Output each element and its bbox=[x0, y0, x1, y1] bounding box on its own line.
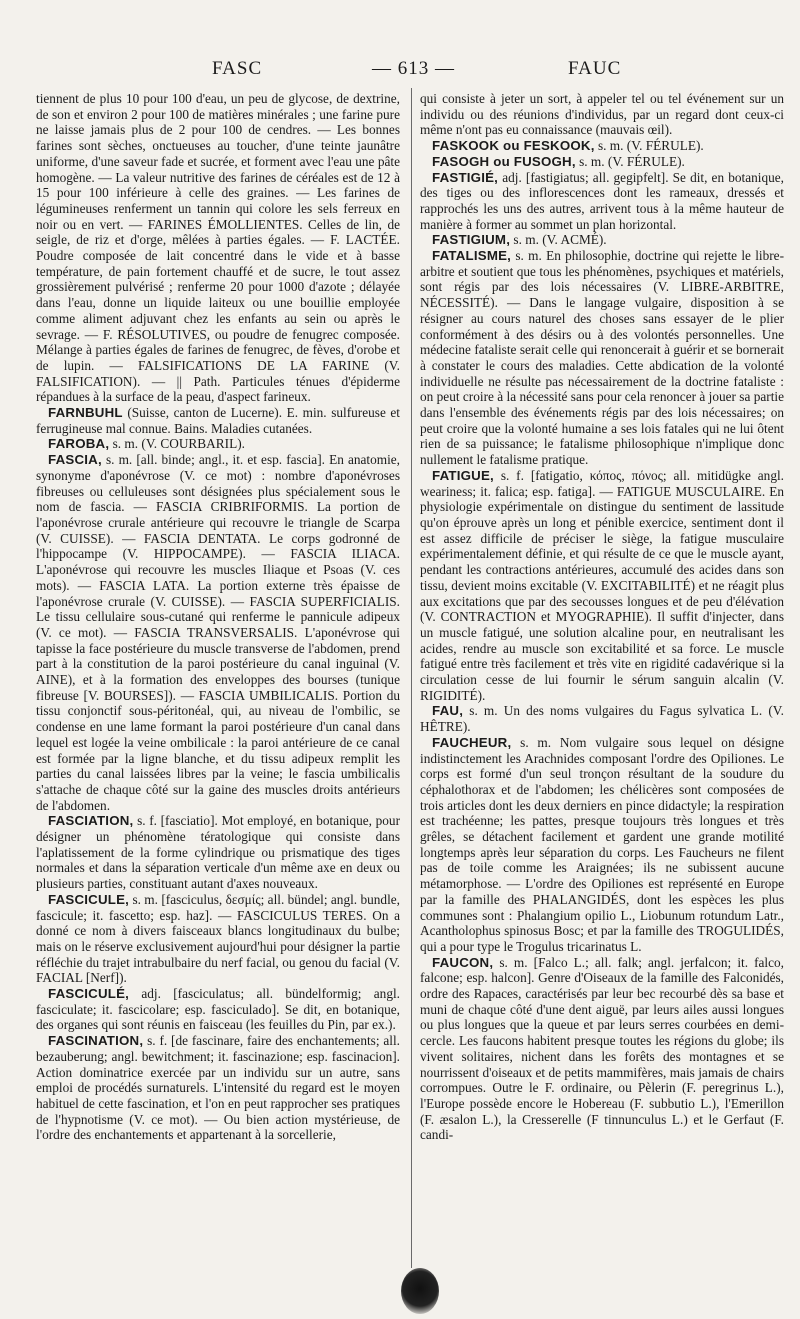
left-column bbox=[36, 91, 400, 1271]
entry-faskook bbox=[420, 138, 784, 154]
headword: FAROBA, bbox=[48, 436, 110, 452]
entry-faucheur bbox=[420, 735, 784, 955]
headword: FATIGUE, bbox=[432, 467, 494, 483]
running-head-right: FAUC bbox=[568, 58, 622, 79]
headword: FARNBUHL bbox=[48, 405, 123, 421]
entry-faucon bbox=[420, 955, 784, 1143]
entry-text: s. m. (V. FÉRULE). bbox=[597, 138, 704, 154]
headword: FAUCHEUR, bbox=[432, 734, 512, 750]
entry-text: s. f. [fasciatio]. Mot employé, en botanique, pour désigner un phénomène tératologique qui consiste dans l'aplatissement de la forme cylindrique ou prismatique des tiges normales et dans la séparation verticale d'un même axe en deux ou plusieurs parties, constituant autant d'axes nouveaux. bbox=[36, 813, 400, 892]
entry-fascination bbox=[36, 1033, 400, 1143]
entry-text: adj. [fastigiatus; all. gegipfelt]. Se dit, en botanique, des tiges ou des inflorescences dont les rameaux, dressés et rapprochés les uns des autres, arrivent tous à la même hauteur de manière à former au sommet un plan horizontal. bbox=[420, 169, 784, 232]
entry-text: s. f. [de fascinare, faire des enchantements; all. bezauberung; angl. bewitchment; it. fascinazione; esp. fascinacion]. Action dominatrice exercée par un individu sur un autre, sans emploi de procédés surnaturels. L'intensité du regard est le moyen habituel de cette fascination, et l'on en peut rapprocher ses pratiques de l'hypnotisme (V. ce mot). — Ou bien action mystérieuse, de l'ordre des enchantements et appartenant à la sorcellerie, bbox=[36, 1033, 400, 1143]
headword: FASKOOK ou FESKOOK, bbox=[432, 138, 595, 154]
column-divider bbox=[411, 88, 412, 1268]
entry-fau bbox=[420, 703, 784, 734]
entry-fascicule bbox=[36, 892, 400, 986]
entry-text: s. m. (V. FÉRULE). bbox=[579, 153, 685, 169]
page-number: — 613 — bbox=[372, 58, 455, 79]
headword: FASTIGIUM, bbox=[432, 232, 511, 248]
entry-continuation bbox=[420, 91, 784, 138]
entry-fasogh bbox=[420, 154, 784, 170]
entry-text: tiennent de plus 10 pour 100 d'eau, un peu de glycose, de dextrine, de son et environ 2 pour 100 de matières minérales ; une farine pure ne laisse jamais plus de 2 pour 100 de cendres. — Les bonnes farines sont sèches, onctueuses au toucher, d'une teinte jaunâtre uniforme, d'une saveur fade et sucrée, et forment avec l'eau une pâte homogène. — La valeur nutritive des farines de céréales est de 12 à 15 pour 100 inférieure à celle des graines. — Les farines de légumineuses renferment un tannin qui colore les sels ferreux en noir ou en vert. — FARINES ÉMOLLIENTES. Celles de lin, de seigle, de riz et d'orge, mêlées à parties égales. — F. LACTÉE. Poudre composée de lait concentré dans le vide et à basse température, de pain fortement chauffé et de sucre, le tout assez grossièrement pulvérisé ; renferme 20 pour 1000 d'azote ; délayée dans l'eau, donne un liquide laiteux ou une bouillie employée comme aliment adjuvant chez les enfants au sein ou après le sevrage. — F. RÉSOLUTIVES, ou poudre de fenugrec composée. Mélange à parties égales de farines de fenugrec, de fèves, d'orobe et de lupin. — FALSIFICATIONS DE LA FARINE (V. FALSIFICATION). — || Path. Particules ténues d'épiderme répandues à la surface de la peau, d'aspect farineux. bbox=[36, 91, 400, 405]
headword: FASCINATION, bbox=[48, 1033, 144, 1049]
entry-fasciculé bbox=[36, 986, 400, 1033]
entry-fastigie bbox=[420, 170, 784, 233]
entry-text: adj. [fasciculatus; all. bündelformig; angl. fasciculate; it. fascicolare; esp. fasciculado]. Se dit, en botanique, des organes qui sont réunis en faisceau (les feuilles du Pin, par ex.). bbox=[36, 986, 400, 1033]
entry-continuation bbox=[36, 91, 400, 405]
entry-text: s. m. (V. ACMÉ). bbox=[513, 232, 607, 248]
ink-blot bbox=[401, 1268, 439, 1314]
entry-text: s. m. En philosophie, doctrine qui rejette le libre-arbitre et soutient que tous les phénomènes, psychiques et matériels, sont régis par des lois nécessaires (V. LIBRE-ARBITRE, NÉCESSITÉ). — Dans le langage vulgaire, disposition à se résigner au cours naturel des choses sans essayer de le plier conformément à des désirs ou à des volontés personnelles. Une médecine fataliste serait celle qui renoncerait à guérir et se bornerait à constater le cours des maladies. Cette abdication de la volonté individuelle ne résulte pas nécessairement de la doctrine fataliste : on peut croire à la nécessité sans pour cela renoncer à jouer sa partie dans l'ensemble des événements régis par des lois nécessaires; on peut croire que la volonté humaine a ses lois fatales qui ne lui ôtent rien de sa puissance; le fatalisme philosophique n'implique donc nullement le fatalisme pratique. bbox=[420, 248, 784, 468]
headword: FASTIGIÉ, bbox=[432, 169, 499, 185]
entry-farnbuhl bbox=[36, 405, 400, 436]
headword: FASCIA, bbox=[48, 452, 102, 468]
entry-text: s. m. [Falco L.; all. falk; angl. jerfalcon; it. falco, falcone; esp. halcon]. Genre d'Oiseaux de la famille des Falconidés, ordre des Rapaces, caractérisés par leur bec recourbé dès sa base et muni de chaque côté d'une dent aiguë, par leurs ailes aussi longues ou plus longues que la queue et par leurs serres courbées en demi-cercle. Les faucons habitent presque toutes les régions du globe; ils vivent solitaires, nichent dans les forêts des montagnes et se nourrissent d'oiseaux et de petits mammifères, mais jamais de chairs corrompues. Outre le F. ordinaire, ou Pèlerin (F. peregrinus L.), l'Europe possède encore le Hobereau (F. subbutio L.), l'Emerillon (F. æsalon L.), la Cresserelle (F tinnunculus L.) et le Gerfaut (F. candi- bbox=[420, 954, 784, 1143]
entry-text: s. m. [fasciculus, δεσμίς; all. bündel; angl. bundle, fascicule; it. fascetto; esp. haz]. — FASCICULUS TERES. On a donné ce nom à divers faisceaux blancs longitudinaux du bulbe; mais on le réserve exclusivement aujourd'hui pour désigner la partie réfléchie du trajet intrabulbaire du nerf facial, ou genou du facial (V. FACIAL [Nerf]). bbox=[36, 891, 400, 986]
headword: FASCICULE, bbox=[48, 891, 130, 907]
entry-fastigium bbox=[420, 232, 784, 248]
running-head-left: FASC bbox=[212, 58, 263, 79]
entry-text: s. m. [all. binde; angl., it. et esp. fascia]. En anatomie, synonyme d'aponévrose (V. ce mot) : nombre d'aponévroses fibreuses ou celluleuses sont désignées plus spécialement sous le nom de fascia. — FASCIA CRIBRIFORMIS. La portion de l'aponévrose crurale antérieure qui recouvre le triangle de Scarpa (V. CUISSE). — FASCIA DENTATA. Le corps godronné de l'hippocampe (V. HIPPOCAMPE). — FASCIA ILIACA. L'aponévrose qui recouvre les muscles Iliaque et Psoas (V. ces mots). — FASCIA LATA. La portion externe très épaisse de l'aponévrose crurale (V. CUISSE). — FASCIA SUPERFICIALIS. Le tissu cellulaire sous-cutané qui renferme le pannicule adipeux (V. ce mot). — FASCIA TRANSVERSALIS. L'aponévrose qui tapisse la face postérieure du muscle transverse de l'abdomen, prend part à la constitution de la paroi postérieure du canal inguinal (V. AINE), et à la formation des enveloppes des bourses (tunique fibreuse [V. BOURSES]). — FASCIA UMBILICALIS. Portion du tissu conjonctif sous-péritonéal, qui, au niveau de l'ombilic, se condense en une lame formant la paroi postérieure d'un canal dans lequel est logée la veine ombilicale : la paroi antérieure de ce canal est formée par la ligne blanche, et du tissu adipeux remplit les parties du canal laissées libres par la veine; le fascia umbilicalis s'attache de chaque côté sur la gaine des muscles droits antérieurs de l'abdomen. bbox=[36, 452, 400, 813]
headword: FASOGH ou FUSOGH, bbox=[432, 153, 576, 169]
headword: FAUCON, bbox=[432, 954, 494, 970]
entry-faroba bbox=[36, 436, 400, 452]
entry-text: qui consiste à jeter un sort, à appeler tel ou tel événement sur un individu ou des réunions d'individus, par un regard dont ceux-ci même n'ont pas eu connaissance (mauvais œil). bbox=[420, 91, 784, 138]
entry-text: s. m. Un des noms vulgaires du Fagus sylvatica L. (V. HÊTRE). bbox=[420, 703, 784, 735]
entry-text: (Suisse, canton de Lucerne). E. min. sulfureuse et ferrugineuse mal connue. Bains. Maladies cutanées. bbox=[36, 405, 400, 436]
right-column bbox=[420, 91, 784, 1271]
entry-fatigue bbox=[420, 468, 784, 704]
entry-text: s. m. (V. COURBARIL). bbox=[112, 436, 245, 452]
entry-text: s. m. Nom vulgaire sous lequel on désigne indistinctement les Arachnides composant l'ordre des Opiliones. Le corps est formé d'un seul tronçon résultant de la soudure du céphalothorax et de l'abdomen; les chélicères sont composées de trois articles dont les deux derniers en pince didactyle; la respiration est trachéenne; les pattes, presque toujours très longues et très grêles, se détachent facilement et gardent une grande motilité longtemps après leur séparation du corps. Les Faucheurs ne filent pas de toile comme les Araignées; ils ne subissent aucune métamorphose. — L'ordre des Opiliones est représenté en Europe par la famille des PHALANGIDÉS, dont les espèces les plus communes sont : Phalangium opilio L., Liobunum rotundum Latr., Acantholophus spinosus Bosc; et par la famille des TROGULIDÉS, qui a pour type le Trogulus tricarinatus L. bbox=[420, 734, 784, 954]
headword: FAU, bbox=[432, 703, 464, 719]
headword: FASCICULÉ, bbox=[48, 986, 130, 1002]
entry-fasciation bbox=[36, 813, 400, 892]
entry-fascia bbox=[36, 452, 400, 813]
headword: FATALISME, bbox=[432, 248, 512, 264]
entry-fatalisme bbox=[420, 248, 784, 468]
entry-text: s. f. [fatigatio, κόπος, πόνος; all. mitidügke angl. weariness; it. falica; esp. fatiga]. — FATIGUE MUSCULAIRE. En physiologie expérimentale on distingue du sentiment de lassitude qu'on éprouve après un long et pénible exercice, sentiment dont il est assez difficile de préciser le siège, la fatigue musculaire expérimentalement définie, et qui résulte de ce que le muscle ayant, pendant les contractions antérieures, accumulé des acides dans son tissu, devient moins excitable (V. EXCITABILITÉ) et ne réagit plus aux excitations que par des secousses longues et de peu d'élévation (V. CONTRACTION et MYOGRAPHIE). Il suffit d'injecter, dans un muscle fatigué, une solution alcaline pour, en neutralisant les acides, rendre au muscle son excitabilité et sa force. Le muscle fatigué entre très facilement et très vite en rigidité cadavérique si la circulation cesse de lui fournir le sérum sanguin alcalin (V. RIGIDITÉ). bbox=[420, 467, 784, 703]
headword: FASCIATION, bbox=[48, 813, 134, 829]
